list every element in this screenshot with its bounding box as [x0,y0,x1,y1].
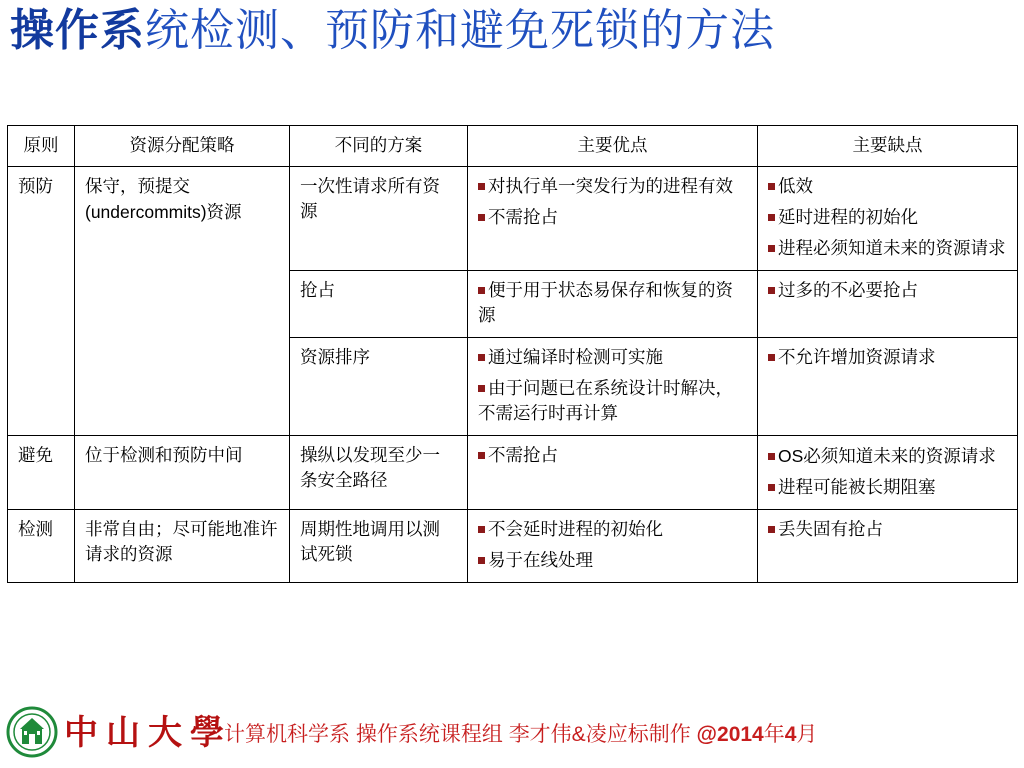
slide-title [10,2,775,60]
bullet-icon [478,287,485,294]
list-item [768,279,1007,304]
university-logo-text: 中山大學 [64,713,232,753]
policy-line2: (undercommits)资源 [85,202,242,222]
title-rest-part: 统检测、预防和避免死锁的方法 [145,5,775,56]
pro-text: 由于问题已在系统设计时解决，不需运行时再计算 [478,379,733,424]
cell-principle-avoid: 避免 [8,436,75,510]
cell-pros [468,510,758,583]
cell-policy-avoid: 位于检测和预防中间 [75,436,290,510]
pro-text: 便于用于状态易保存和恢复的资源 [478,281,733,326]
bullet-icon [478,214,485,221]
bullet-icon [768,526,775,533]
header-principle: 原则 [8,126,75,167]
con-text: 低效 [778,177,813,197]
bullet-icon [768,245,775,252]
deadlock-methods-table [7,125,1018,583]
cell-policy-prevent [75,167,290,436]
cell-scheme: 操纵以发现至少一条安全路径 [290,436,468,510]
con-text: 过多的不必要抢占 [778,281,918,301]
bullet-icon [478,557,485,564]
slide-footer [6,706,1016,762]
bullet-icon [478,183,485,190]
table-row [8,510,1018,583]
list-item [768,518,1007,543]
footer-yue: 月 [796,723,818,746]
list-item [478,175,747,200]
list-item [768,237,1007,262]
list-item [478,346,747,371]
con-text: OS必须知道未来的资源请求 [778,446,996,466]
con-text: 丢失固有抢占 [778,520,883,540]
cell-pros [468,338,758,436]
list-item [768,476,1007,501]
bullet-icon [478,526,485,533]
title-bold-part: 操作系 [10,5,145,56]
footer-nian: 年 [763,723,785,746]
bullet-icon [768,214,775,221]
pro-text: 不需抢占 [488,208,558,228]
cell-scheme: 周期性地调用以测试死锁 [290,510,468,583]
pro-text: 对执行单一突发行为的进程有效 [488,177,733,197]
list-item [478,549,747,574]
bullet-icon [768,354,775,361]
con-text: 不允许增加资源请求 [778,348,936,368]
cell-principle-prevent: 预防 [8,167,75,436]
cell-scheme: 抢占 [290,271,468,338]
cell-pros [468,271,758,338]
header-scheme: 不同的方案 [290,126,468,167]
policy-line1: 保守，预提交 [85,177,190,197]
table-row [8,167,1018,271]
footer-authors: 李才伟&凌应标制作 [508,723,697,746]
university-seal-icon [6,706,58,758]
header-pros: 主要优点 [468,126,758,167]
footer-credit [224,720,817,750]
pro-text: 通过编译时检测可实施 [488,348,663,368]
cell-principle-detect: 检测 [8,510,75,583]
bullet-icon [768,484,775,491]
list-item [478,444,747,469]
footer-group: 操作系统课程组 [355,723,509,746]
table-header-row [8,126,1018,167]
pro-text: 易于在线处理 [488,551,593,571]
cell-pros [468,167,758,271]
bullet-icon [478,452,485,459]
cell-scheme: 一次性请求所有资源 [290,167,468,271]
cell-cons [758,436,1018,510]
con-text: 进程必须知道未来的资源请求 [778,239,1006,259]
con-text: 进程可能被长期阻塞 [778,478,936,498]
cell-cons [758,271,1018,338]
cell-scheme: 资源排序 [290,338,468,436]
pro-text: 不需抢占 [488,446,558,466]
pro-text: 不会延时进程的初始化 [488,520,663,540]
list-item [478,279,747,329]
bullet-icon [768,287,775,294]
table-row [8,436,1018,510]
header-cons: 主要缺点 [758,126,1018,167]
bullet-icon [478,385,485,392]
con-text: 延时进程的初始化 [778,208,918,228]
cell-cons [758,338,1018,436]
bullet-icon [768,183,775,190]
list-item [768,444,1007,470]
footer-year: @2014 [696,723,764,746]
list-item [478,518,747,543]
list-item [768,206,1007,231]
bullet-icon [768,453,775,460]
list-item [478,206,747,231]
bullet-icon [478,354,485,361]
footer-dept: 计算机科学系 [224,723,356,746]
cell-policy-detect: 非常自由；尽可能地准许请求的资源 [75,510,290,583]
list-item [768,346,1007,371]
footer-month: 4 [784,723,797,746]
cell-pros [468,436,758,510]
cell-cons [758,167,1018,271]
list-item [478,377,747,427]
header-policy: 资源分配策略 [75,126,290,167]
cell-cons [758,510,1018,583]
list-item [768,175,1007,200]
